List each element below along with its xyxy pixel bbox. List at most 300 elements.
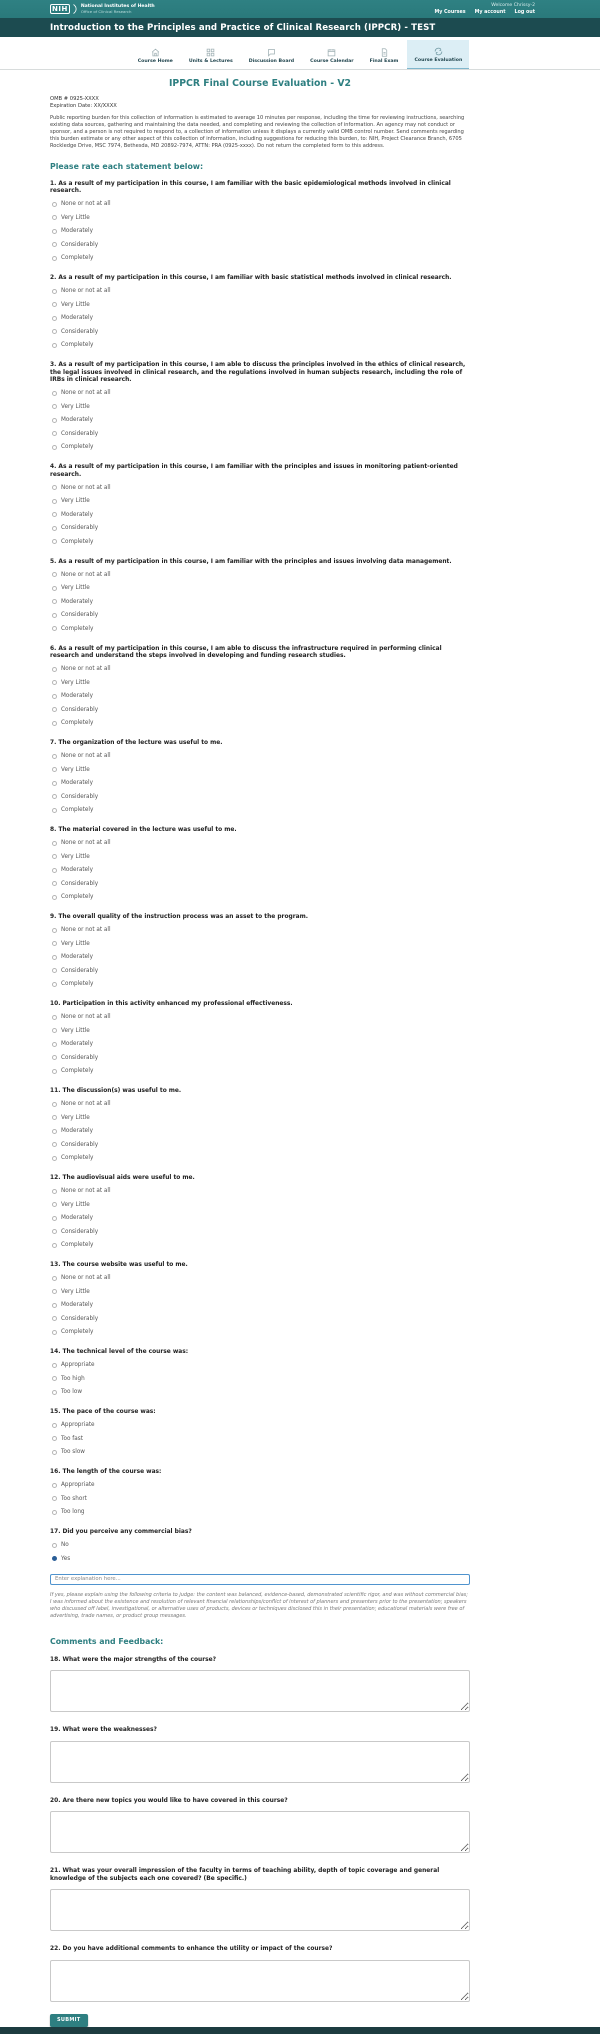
question-16-option-3[interactable] [50, 1506, 470, 1520]
question-19-textarea[interactable] [50, 1741, 470, 1783]
option-label: Moderately [61, 1041, 93, 1048]
question-10-option-4[interactable] [50, 1051, 470, 1065]
option-label: None or not at all [61, 1188, 111, 1195]
radio-unselected-icon[interactable] [52, 1129, 57, 1134]
option-label: Moderately [61, 1128, 93, 1135]
question-5-option-5[interactable] [50, 622, 470, 636]
question-1-option-5[interactable] [50, 252, 470, 266]
question-14-option-2[interactable] [50, 1372, 470, 1386]
question-22-text: 22. Do you have additional comments to enhance the utility or impact of the course? [50, 1946, 333, 1953]
question-4-option-2[interactable] [50, 495, 470, 509]
question-3-option-4[interactable] [50, 427, 470, 441]
document-icon [380, 48, 389, 57]
question-1-option-3[interactable] [50, 225, 470, 239]
question-6-option-4[interactable] [50, 703, 470, 717]
radio-unselected-icon[interactable] [52, 599, 57, 604]
tab-units-lectures[interactable] [182, 40, 240, 69]
option-label: None or not at all [61, 288, 111, 295]
radio-unselected-icon[interactable] [52, 895, 57, 900]
question-2-option-3[interactable] [50, 312, 470, 326]
radio-unselected-icon[interactable] [52, 1276, 57, 1281]
log-out-link[interactable]: Log out [514, 10, 535, 15]
question-10-option-1[interactable] [50, 1011, 470, 1025]
question-18-text: 18. What were the major strengths of the course? [50, 1656, 217, 1663]
question-3-text: 3. As a result of my participation in this course, I am able to discuss the principles involved in the ethics of clinical research, the legal issues involved in clinical research, and the regulations involved in human subjects research, including the role of IRBs in clinical research. [50, 362, 466, 384]
radio-unselected-icon[interactable] [52, 431, 57, 436]
question-3 [50, 362, 470, 454]
radio-unselected-icon[interactable] [52, 941, 57, 946]
question-13-option-3[interactable] [50, 1299, 470, 1313]
tab-course-calendar[interactable] [303, 40, 360, 69]
radio-unselected-icon[interactable] [52, 1363, 57, 1368]
option-label: None or not at all [61, 840, 111, 847]
option-label: Considerably [61, 430, 99, 437]
submit-button[interactable]: SUBMIT [50, 2014, 88, 2027]
home-icon [151, 48, 160, 57]
option-label: None or not at all [61, 571, 111, 578]
question-7-option-2[interactable] [50, 763, 470, 777]
question-20-textarea[interactable] [50, 1811, 470, 1853]
radio-unselected-icon[interactable] [52, 868, 57, 873]
question-4-text: 4. As a result of my participation in this course, I am familiar with the principles and issues in monitoring patient-oriented research. [50, 464, 458, 478]
option-label: None or not at all [61, 927, 111, 934]
radio-unselected-icon[interactable] [52, 485, 57, 490]
question-11-option-1[interactable] [50, 1098, 470, 1112]
question-2-option-2[interactable] [50, 298, 470, 312]
option-label: Moderately [61, 417, 93, 424]
radio-unselected-icon[interactable] [52, 1316, 57, 1321]
radio-unselected-icon[interactable] [52, 391, 57, 396]
question-10-option-3[interactable] [50, 1038, 470, 1052]
radio-unselected-icon[interactable] [52, 1423, 57, 1428]
question-4-option-1[interactable] [50, 481, 470, 495]
course-title-bar [0, 18, 600, 37]
radio-unselected-icon[interactable] [52, 316, 57, 321]
radio-unselected-icon[interactable] [52, 1450, 57, 1455]
radio-unselected-icon[interactable] [52, 982, 57, 987]
radio-unselected-icon[interactable] [52, 539, 57, 544]
question-13-option-1[interactable] [50, 1272, 470, 1286]
question-3-option-3[interactable] [50, 414, 470, 428]
radio-unselected-icon[interactable] [52, 1330, 57, 1335]
question-6-text: 6. As a result of my participation in this course, I am able to discuss the infrastructure required in performing clinical research and understand the steps involved in developing and funding research studies. [50, 645, 442, 660]
option-label: Very Little [61, 940, 90, 947]
tab-label: Discussion Board [248, 59, 295, 64]
option-label: Too long [61, 1509, 85, 1516]
question-16-text: 16. The length of the course was: [50, 1469, 162, 1476]
radio-unselected-icon[interactable] [52, 343, 57, 348]
question-10-text: 10. Participation in this activity enhanced my professional effectiveness. [50, 1001, 293, 1008]
radio-unselected-icon[interactable] [52, 329, 57, 334]
question-9-option-3[interactable] [50, 951, 470, 965]
rate-heading: Please rate each statement below: [50, 161, 204, 171]
radio-unselected-icon[interactable] [52, 1243, 57, 1248]
question-11-option-5[interactable] [50, 1152, 470, 1166]
question-15-option-1[interactable] [50, 1419, 470, 1433]
radio-unselected-icon[interactable] [52, 1303, 57, 1308]
nih-swoosh-icon [73, 4, 78, 14]
radio-unselected-icon[interactable] [52, 445, 57, 450]
question-15-option-2[interactable] [50, 1432, 470, 1446]
explanation-input[interactable] [50, 1574, 470, 1585]
option-label: Very Little [61, 301, 90, 308]
course-title: Introduction to the Principles and Practice of Clinical Research (IPPCR) - TEST [50, 22, 436, 33]
question-11 [50, 1088, 470, 1165]
radio-unselected-icon[interactable] [52, 499, 57, 504]
nih-logo-mark: NIH [52, 5, 68, 13]
radio-unselected-icon[interactable] [52, 1055, 57, 1060]
question-20-text: 20. Are there new topics you would like to have covered in this course? [50, 1797, 288, 1804]
tab-course-evaluation[interactable] [407, 40, 469, 69]
question-8-option-1[interactable] [50, 837, 470, 851]
option-label: Considerably [61, 612, 99, 619]
chat-icon [267, 48, 276, 57]
question-5-option-3[interactable] [50, 595, 470, 609]
option-label: Moderately [61, 598, 93, 605]
radio-unselected-icon[interactable] [52, 1543, 57, 1548]
radio-unselected-icon[interactable] [52, 1229, 57, 1234]
question-7-option-4[interactable] [50, 790, 470, 804]
question-7-option-5[interactable] [50, 804, 470, 818]
question-13-text: 13. The course website was useful to me. [50, 1262, 188, 1269]
option-label: Moderately [61, 1302, 93, 1309]
welcome-text: Welcome Chrissy-2 [491, 3, 535, 8]
question-8-text: 8. The material covered in the lecture was useful to me. [50, 827, 237, 834]
question-4 [50, 464, 470, 549]
question-4-option-4[interactable] [50, 522, 470, 536]
question-17-option-2[interactable] [50, 1552, 470, 1566]
radio-selected-icon[interactable] [52, 1556, 57, 1561]
radio-unselected-icon[interactable] [52, 1390, 57, 1395]
question-11-text: 11. The discussion(s) was useful to me. [50, 1088, 182, 1095]
question-18-textarea[interactable] [50, 1670, 470, 1712]
nav-tabs [0, 37, 600, 70]
tab-course-home[interactable] [131, 40, 180, 69]
radio-unselected-icon[interactable] [52, 854, 57, 859]
question-12-text: 12. The audiovisual aids were useful to me. [50, 1175, 195, 1182]
option-label: Completely [61, 894, 94, 901]
question-13 [50, 1262, 470, 1339]
option-label: None or not at all [61, 1101, 111, 1108]
question-7-text: 7. The organization of the lecture was useful to me. [50, 740, 223, 747]
question-13-option-4[interactable] [50, 1312, 470, 1326]
question-9 [50, 914, 470, 991]
tab-label: Course Calendar [310, 59, 354, 64]
question-8-option-3[interactable] [50, 864, 470, 878]
radio-unselected-icon[interactable] [52, 968, 57, 973]
radio-unselected-icon[interactable] [52, 586, 57, 591]
question-12-option-2[interactable] [50, 1198, 470, 1212]
question-5-option-2[interactable] [50, 582, 470, 596]
question-2-option-1[interactable] [50, 285, 470, 299]
question-15-option-3[interactable] [50, 1446, 470, 1460]
option-label: Moderately [61, 1215, 93, 1222]
evaluation-form [50, 70, 470, 2027]
radio-unselected-icon[interactable] [52, 1216, 57, 1221]
question-6-option-1[interactable] [50, 663, 470, 677]
question-6-option-2[interactable] [50, 676, 470, 690]
question-3-option-5[interactable] [50, 441, 470, 455]
radio-unselected-icon[interactable] [52, 626, 57, 631]
nih-logo[interactable] [50, 4, 155, 14]
question-20 [50, 1798, 470, 1858]
option-label: Moderately [61, 693, 93, 700]
question-12-option-1[interactable] [50, 1185, 470, 1199]
radio-unselected-icon[interactable] [52, 841, 57, 846]
option-label: None or not at all [61, 666, 111, 673]
question-7-option-1[interactable] [50, 750, 470, 764]
option-label: Completely [61, 1329, 94, 1336]
question-8-option-4[interactable] [50, 877, 470, 891]
question-9-option-2[interactable] [50, 937, 470, 951]
radio-unselected-icon[interactable] [52, 1028, 57, 1033]
question-2-option-5[interactable] [50, 339, 470, 353]
question-1-text: 1. As a result of my participation in this course, I am familiar with the basic epidemiological methods involved in clinical research. [50, 180, 451, 195]
option-label: Very Little [61, 853, 90, 860]
option-label: Completely [61, 1242, 94, 1249]
question-13-option-2[interactable] [50, 1285, 470, 1299]
question-15 [50, 1409, 470, 1459]
tab-label: Course Home [137, 59, 173, 64]
option-label: Completely [61, 807, 94, 814]
option-label: Too slow [61, 1449, 85, 1456]
option-label: Considerably [61, 1315, 99, 1322]
question-5-option-1[interactable] [50, 568, 470, 582]
option-label: None or not at all [61, 753, 111, 760]
tab-label: Final Exam [369, 59, 399, 64]
radio-unselected-icon[interactable] [52, 808, 57, 813]
question-19-text: 19. What were the weaknesses? [50, 1727, 157, 1734]
option-label: Very Little [61, 1114, 90, 1121]
tab-label: Units & Lectures [188, 59, 233, 64]
option-label: None or not at all [61, 484, 111, 491]
question-16-option-1[interactable] [50, 1479, 470, 1493]
radio-unselected-icon[interactable] [52, 202, 57, 207]
form-title: IPPCR Final Course Evaluation - V2 [168, 78, 352, 89]
option-label: Very Little [61, 1201, 90, 1208]
tab-final-exam[interactable] [363, 40, 406, 69]
option-label: Very Little [61, 403, 90, 410]
question-11-option-3[interactable] [50, 1125, 470, 1139]
radio-unselected-icon[interactable] [52, 289, 57, 294]
option-label: Yes [61, 1555, 71, 1562]
option-label: Completely [61, 538, 94, 545]
refresh-icon [434, 47, 443, 56]
radio-unselected-icon[interactable] [52, 404, 57, 409]
option-label: Appropriate [61, 1362, 95, 1369]
option-label: None or not at all [61, 1014, 111, 1021]
radio-unselected-icon[interactable] [52, 767, 57, 772]
radio-unselected-icon[interactable] [52, 1376, 57, 1381]
question-12-option-5[interactable] [50, 1239, 470, 1253]
option-label: Considerably [61, 241, 99, 248]
question-21-textarea[interactable] [50, 1889, 470, 1931]
question-11-option-2[interactable] [50, 1111, 470, 1125]
calendar-icon [327, 48, 336, 57]
top-header [0, 0, 600, 18]
option-label: Completely [61, 625, 94, 632]
my-account-link[interactable]: My account [474, 10, 506, 15]
option-label: Very Little [61, 1288, 90, 1295]
question-12-option-4[interactable] [50, 1225, 470, 1239]
option-label: Considerably [61, 967, 99, 974]
radio-unselected-icon[interactable] [52, 242, 57, 247]
radio-unselected-icon[interactable] [52, 526, 57, 531]
option-label: None or not at all [61, 1275, 111, 1282]
question-1 [50, 181, 470, 266]
question-11-option-4[interactable] [50, 1138, 470, 1152]
radio-unselected-icon[interactable] [52, 302, 57, 307]
question-14-option-3[interactable] [50, 1386, 470, 1400]
option-label: Completely [61, 720, 94, 727]
question-13-option-5[interactable] [50, 1326, 470, 1340]
question-7-option-3[interactable] [50, 777, 470, 791]
radio-unselected-icon[interactable] [52, 1042, 57, 1047]
question-7 [50, 740, 470, 817]
question-9-option-1[interactable] [50, 924, 470, 938]
option-label: Very Little [61, 585, 90, 592]
radio-unselected-icon[interactable] [52, 1015, 57, 1020]
radio-unselected-icon[interactable] [52, 781, 57, 786]
radio-unselected-icon[interactable] [52, 1436, 57, 1441]
radio-unselected-icon[interactable] [52, 418, 57, 423]
question-2-option-4[interactable] [50, 325, 470, 339]
option-label: Moderately [61, 780, 93, 787]
question-3-option-1[interactable] [50, 387, 470, 401]
question-10 [50, 1001, 470, 1078]
question-6 [50, 646, 470, 731]
radio-unselected-icon[interactable] [52, 754, 57, 759]
question-9-option-5[interactable] [50, 978, 470, 992]
radio-unselected-icon[interactable] [52, 794, 57, 799]
question-1-option-4[interactable] [50, 238, 470, 252]
question-14-text: 14. The technical level of the course was: [50, 1349, 189, 1356]
radio-unselected-icon[interactable] [52, 1142, 57, 1147]
option-label: Very Little [61, 766, 90, 773]
radio-unselected-icon[interactable] [52, 1510, 57, 1515]
radio-unselected-icon[interactable] [52, 613, 57, 618]
option-label: Completely [61, 981, 94, 988]
option-label: Too fast [61, 1435, 83, 1442]
question-12 [50, 1175, 470, 1252]
radio-unselected-icon[interactable] [52, 680, 57, 685]
radio-unselected-icon[interactable] [52, 928, 57, 933]
option-label: Too low [61, 1389, 82, 1396]
question-5-text: 5. As a result of my participation in this course, I am familiar with the principles and issues involving data management. [50, 558, 452, 565]
question-16-option-2[interactable] [50, 1492, 470, 1506]
question-14-option-1[interactable] [50, 1359, 470, 1373]
radio-unselected-icon[interactable] [52, 881, 57, 886]
radio-unselected-icon[interactable] [52, 1189, 57, 1194]
question-17-option-1[interactable] [50, 1539, 470, 1553]
radio-unselected-icon[interactable] [52, 694, 57, 699]
question-8-option-2[interactable] [50, 850, 470, 864]
option-label: None or not at all [61, 201, 111, 208]
tab-label: Course Evaluation [414, 58, 463, 63]
omb-number: OMB # 0925-XXXX [50, 96, 99, 102]
question-10-option-5[interactable] [50, 1065, 470, 1079]
radio-unselected-icon[interactable] [52, 1115, 57, 1120]
radio-unselected-icon[interactable] [52, 1102, 57, 1107]
option-label: None or not at all [61, 390, 111, 397]
question-22-textarea[interactable] [50, 1960, 470, 2002]
question-9-text: 9. The overall quality of the instruction process was an asset to the program. [50, 914, 308, 921]
tab-discussion-board[interactable] [242, 40, 301, 69]
option-label: Moderately [61, 867, 93, 874]
option-label: Very Little [61, 498, 90, 505]
burden-statement: Public reporting burden for this collection of information is estimated to average 10 minutes per response, including the time for reviewing instructions, searching existing data sources, gathering and maintaining the data needed, and completing and reviewing the collection of information. An agency may not conduct or sponsor, and a person is not required to respond to, a collection of information unless it displays a currently valid OMB control number. Send comments regarding this burden estimate or any other aspect of this collection of information, including suggestions for reducing this burden, to: NIH, Project Clearance Branch, 6705 Rockledge Drive, MSC 7974, Bethesda, MD 20892-7974, ATTN: PRA (0925-xxxx). Do not return the completed form to this address. [50, 115, 465, 149]
radio-unselected-icon[interactable] [52, 667, 57, 672]
radio-unselected-icon[interactable] [52, 1496, 57, 1501]
option-label: Moderately [61, 228, 93, 235]
org-subtitle: Office of Clinical Research [80, 9, 132, 14]
question-5-option-4[interactable] [50, 609, 470, 623]
radio-unselected-icon[interactable] [52, 1156, 57, 1161]
option-label: Completely [61, 342, 94, 349]
text-questions [50, 1646, 470, 2006]
radio-unselected-icon[interactable] [52, 512, 57, 517]
option-label: Considerably [61, 525, 99, 532]
footer-bar [0, 2027, 600, 2034]
question-1-option-2[interactable] [50, 211, 470, 225]
user-area [434, 3, 535, 15]
question-1-option-1[interactable] [50, 198, 470, 212]
radio-unselected-icon[interactable] [52, 229, 57, 234]
question-3-option-2[interactable] [50, 400, 470, 414]
radio-unselected-icon[interactable] [52, 572, 57, 577]
question-6-option-3[interactable] [50, 690, 470, 704]
grid-icon [206, 48, 215, 57]
question-15-text: 15. The pace of the course was: [50, 1409, 156, 1416]
radio-unselected-icon[interactable] [52, 256, 57, 261]
question-4-option-5[interactable] [50, 535, 470, 549]
question-17 [50, 1529, 470, 1566]
radio-unselected-icon[interactable] [52, 215, 57, 220]
option-label: No [61, 1542, 69, 1549]
option-label: Considerably [61, 328, 99, 335]
radio-unselected-icon[interactable] [52, 955, 57, 960]
my-courses-link[interactable]: My Courses [434, 10, 466, 15]
option-label: Appropriate [61, 1482, 95, 1489]
question-4-option-3[interactable] [50, 508, 470, 522]
radio-unselected-icon[interactable] [52, 707, 57, 712]
question-9-option-4[interactable] [50, 964, 470, 978]
question-8-option-5[interactable] [50, 891, 470, 905]
radio-unselected-icon[interactable] [52, 721, 57, 726]
radio-unselected-icon[interactable] [52, 1483, 57, 1488]
expiration-date: Expiration Date: XX/XXXX [50, 103, 117, 109]
question-17-text: 17. Did you perceive any commercial bias? [50, 1529, 192, 1536]
radio-unselected-icon[interactable] [52, 1202, 57, 1207]
question-19 [50, 1727, 470, 1787]
question-6-option-5[interactable] [50, 717, 470, 731]
option-label: Completely [61, 1155, 94, 1162]
option-label: Completely [61, 444, 94, 451]
option-label: Moderately [61, 511, 93, 518]
option-label: Considerably [61, 880, 99, 887]
radio-unselected-icon[interactable] [52, 1069, 57, 1074]
option-label: Very Little [61, 214, 90, 221]
question-12-option-3[interactable] [50, 1212, 470, 1226]
question-8 [50, 827, 470, 904]
question-2 [50, 275, 470, 352]
question-10-option-2[interactable] [50, 1024, 470, 1038]
option-label: Considerably [61, 1141, 99, 1148]
radio-unselected-icon[interactable] [52, 1289, 57, 1294]
question-21 [50, 1868, 470, 1935]
question-2-text: 2. As a result of my participation in this course, I am familiar with basic statistical methods involved in clinical research. [50, 275, 452, 282]
option-label: Too high [61, 1375, 85, 1382]
